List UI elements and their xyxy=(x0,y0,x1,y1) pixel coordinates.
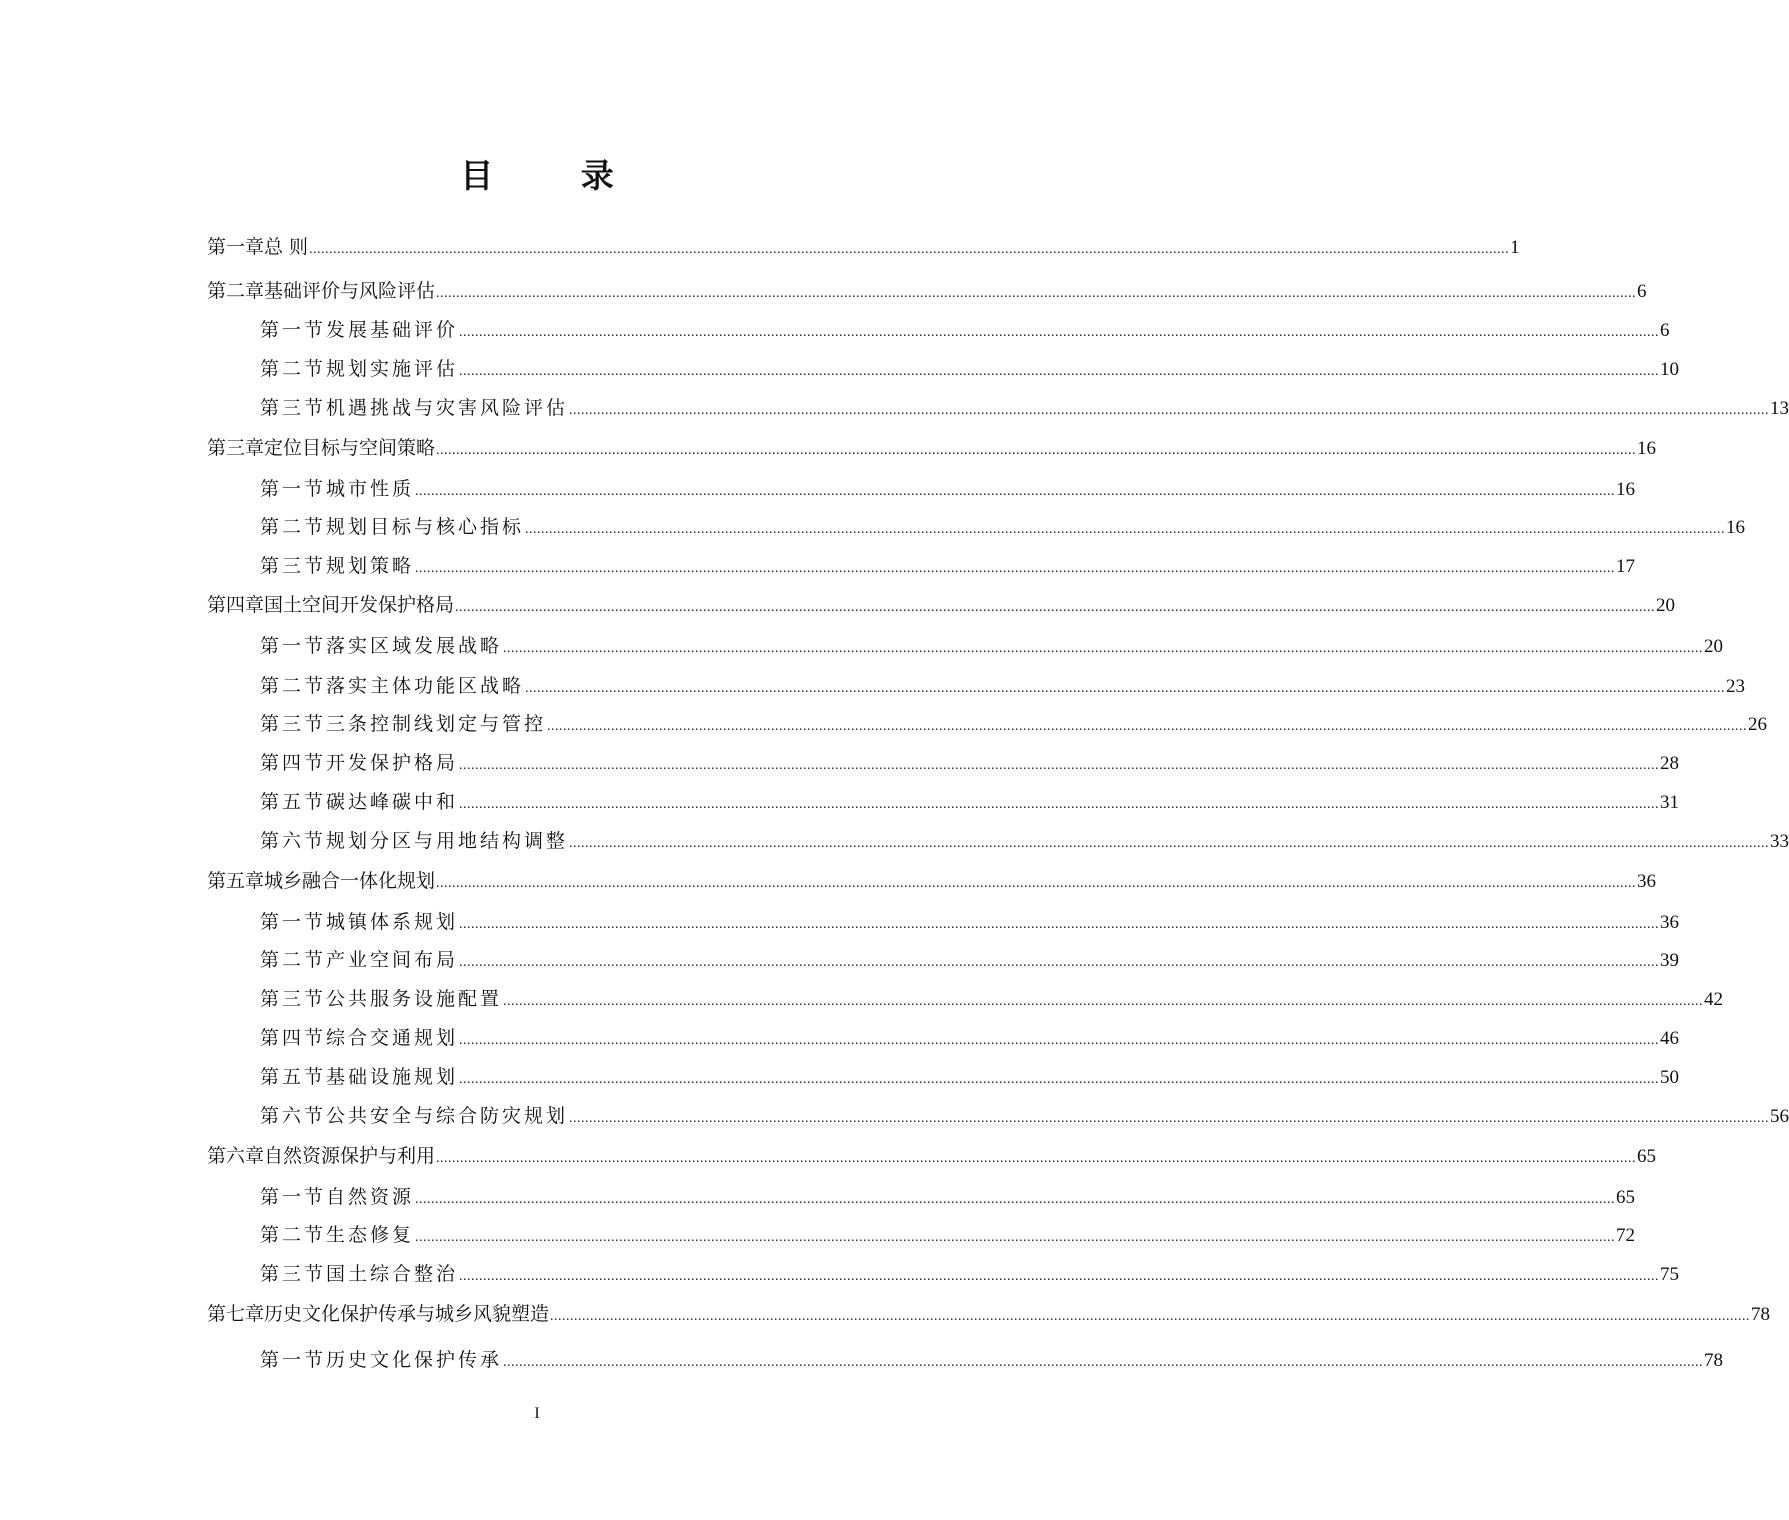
toc-leader-dots: ............................................................................................................................................................................................................................................................................................................ xyxy=(459,1072,1660,1087)
toc-entry-number: 第六章 xyxy=(207,1145,265,1167)
toc-entry-number: 第五节 xyxy=(260,1066,327,1088)
toc-entry-title: 开发保护格局 xyxy=(326,752,459,774)
toc-leader-dots: ............................................................................................................................................................................................................................................................................................................ xyxy=(415,561,1616,576)
toc-entry-title: 规划目标与核心指标 xyxy=(326,516,525,538)
toc-section-entry[interactable] xyxy=(260,1062,1680,1092)
toc-entry-page: 65 xyxy=(1637,1146,1657,1167)
toc-entry-title: 规划策略 xyxy=(326,555,415,577)
toc-section-entry[interactable] xyxy=(260,709,1768,739)
toc-entry-page: 6 xyxy=(1637,281,1647,302)
toc-leader-dots: ............................................................................................................................................................................................................................................................................................................ xyxy=(436,443,1637,458)
toc-leader-dots: ............................................................................................................................................................................................................................................................................................................ xyxy=(415,1230,1616,1245)
toc-leader-dots: ............................................................................................................................................................................................................................................................................................................ xyxy=(459,364,1660,379)
toc-entry-title: 生态修复 xyxy=(326,1224,415,1246)
toc-entry-title: 碳达峰碳中和 xyxy=(326,791,459,813)
toc-section-entry[interactable] xyxy=(260,1101,1789,1131)
toc-leader-dots: ............................................................................................................................................................................................................................................................................................................ xyxy=(415,1192,1616,1207)
toc-leader-dots: ............................................................................................................................................................................................................................................................................................................ xyxy=(459,1269,1660,1284)
toc-chapter-entry[interactable] xyxy=(207,590,1676,620)
toc-leader-dots: ............................................................................................................................................................................................................................................................................................................ xyxy=(459,758,1660,773)
toc-entry-page: 26 xyxy=(1748,714,1768,735)
toc-entry-title: 规划实施评估 xyxy=(326,358,459,380)
toc-chapter-entry[interactable] xyxy=(207,1141,1657,1171)
toc-entry-number: 第四章 xyxy=(207,594,265,616)
toc-entry-page: 23 xyxy=(1726,676,1746,697)
toc-entry-page: 36 xyxy=(1660,912,1680,933)
toc-entry-page: 6 xyxy=(1660,320,1670,341)
toc-entry-title: 三条控制线划定与管控 xyxy=(326,713,547,735)
toc-entry-page: 16 xyxy=(1616,479,1636,500)
toc-leader-dots: ............................................................................................................................................................................................................................................................................................................ xyxy=(569,1111,1770,1126)
toc-section-entry[interactable] xyxy=(260,907,1680,937)
toc-section-entry[interactable] xyxy=(260,1023,1680,1053)
toc-leader-dots: ............................................................................................................................................................................................................................................................................................................ xyxy=(459,955,1660,970)
toc-entry-title: 规划分区与用地结构调整 xyxy=(326,830,569,852)
toc-entry-number: 第一节 xyxy=(260,478,327,500)
toc-entry-title: 自然资源 xyxy=(326,1186,415,1208)
toc-section-entry[interactable] xyxy=(260,787,1680,817)
toc-entry-page: 17 xyxy=(1616,556,1636,577)
toc-section-entry[interactable] xyxy=(260,1259,1680,1289)
toc-entry-number: 第一节 xyxy=(260,1349,327,1371)
toc-section-entry[interactable] xyxy=(260,315,1670,345)
toc-leader-dots: ............................................................................................................................................................................................................................................................................................................ xyxy=(503,994,1704,1009)
toc-entry-number: 第三节 xyxy=(260,1263,327,1285)
toc-section-entry[interactable] xyxy=(260,671,1746,701)
toc-entry-number: 第一节 xyxy=(260,911,327,933)
toc-entry-title: 自然资源保护与利用 xyxy=(264,1145,436,1167)
toc-entry-number: 第三节 xyxy=(260,397,327,419)
toc-entry-number: 第七章 xyxy=(207,1303,265,1325)
toc-entry-title: 发展基础评价 xyxy=(326,319,459,341)
toc-entry-page: 78 xyxy=(1704,1350,1724,1371)
toc-entry-page: 72 xyxy=(1616,1225,1636,1246)
toc-section-entry[interactable] xyxy=(260,631,1724,661)
toc-entry-title: 产业空间布局 xyxy=(326,949,459,971)
toc-section-entry[interactable] xyxy=(260,1345,1724,1375)
toc-entry-title: 城乡融合一体化规划 xyxy=(264,870,436,892)
toc-chapter-entry[interactable] xyxy=(207,232,1520,262)
toc-entry-page: 16 xyxy=(1726,517,1746,538)
toc-leader-dots: ............................................................................................................................................................................................................................................................................................................ xyxy=(415,484,1616,499)
toc-leader-dots: ............................................................................................................................................................................................................................................................................................................ xyxy=(436,1151,1637,1166)
toc-entry-number: 第二章 xyxy=(207,280,265,302)
toc-entry-number: 第四节 xyxy=(260,1027,327,1049)
toc-leader-dots: ............................................................................................................................................................................................................................................................................................................ xyxy=(436,876,1637,891)
toc-section-entry[interactable] xyxy=(260,748,1680,778)
toc-entry-page: 10 xyxy=(1660,359,1680,380)
toc-leader-dots: ............................................................................................................................................................................................................................................................................................................ xyxy=(503,641,1704,656)
toc-chapter-entry[interactable] xyxy=(207,433,1657,463)
toc-entry-page: 42 xyxy=(1704,989,1724,1010)
toc-section-entry[interactable] xyxy=(260,1182,1636,1212)
toc-entry-page: 16 xyxy=(1637,438,1657,459)
toc-entry-number: 第一节 xyxy=(260,1186,327,1208)
toc-entry-number: 第二节 xyxy=(260,949,327,971)
toc-entry-title: 历史文化保护传承 xyxy=(326,1349,503,1371)
toc-entry-page: 36 xyxy=(1637,871,1657,892)
toc-entry-page: 78 xyxy=(1751,1304,1771,1325)
toc-leader-dots: ............................................................................................................................................................................................................................................................................................................ xyxy=(459,797,1660,812)
toc-entry-page: 31 xyxy=(1660,792,1680,813)
toc-entry-page: 39 xyxy=(1660,950,1680,971)
toc-chapter-entry[interactable] xyxy=(207,276,1647,306)
toc-section-entry[interactable] xyxy=(260,826,1789,856)
toc-entry-title: 落实区域发展战略 xyxy=(326,635,503,657)
toc-entry-page: 75 xyxy=(1660,1264,1680,1285)
toc-entry-number: 第五节 xyxy=(260,791,327,813)
toc-leader-dots: ............................................................................................................................................................................................................................................................................................................ xyxy=(459,917,1660,932)
toc-section-entry[interactable] xyxy=(260,354,1680,384)
toc-section-entry[interactable] xyxy=(260,984,1724,1014)
toc-leader-dots: ............................................................................................................................................................................................................................................................................................................ xyxy=(569,836,1770,851)
toc-leader-dots: ............................................................................................................................................................................................................................................................................................................ xyxy=(525,681,1726,696)
toc-entry-number: 第三节 xyxy=(260,713,327,735)
toc-entry-number: 第三节 xyxy=(260,555,327,577)
toc-entry-title: 公共安全与综合防灾规划 xyxy=(326,1105,569,1127)
toc-entry-number: 第一节 xyxy=(260,319,327,341)
toc-entry-page: 13 xyxy=(1770,398,1789,419)
toc-entry-page: 46 xyxy=(1660,1028,1680,1049)
toc-entry-number: 第五章 xyxy=(207,870,265,892)
toc-leader-dots: ............................................................................................................................................................................................................................................................................................................ xyxy=(503,1355,1704,1370)
toc-entry-title: 城市性质 xyxy=(326,478,415,500)
toc-entry-title: 机遇挑战与灾害风险评估 xyxy=(326,397,569,419)
toc-section-entry[interactable] xyxy=(260,512,1746,542)
toc-entry-number: 第二节 xyxy=(260,1224,327,1246)
toc-entry-title: 历史文化保护传承与城乡风貌塑造 xyxy=(264,1303,550,1325)
toc-entry-page: 56 xyxy=(1770,1106,1789,1127)
toc-section-entry[interactable] xyxy=(260,551,1636,581)
toc-entry-number: 第四节 xyxy=(260,752,327,774)
toc-chapter-entry[interactable] xyxy=(207,1299,1771,1329)
toc-entry-page: 28 xyxy=(1660,753,1680,774)
toc-leader-dots: ............................................................................................................................................................................................................................................................................................................ xyxy=(459,325,1660,340)
toc-entry-title: 公共服务设施配置 xyxy=(326,988,503,1010)
toc-entry-number: 第一章 xyxy=(207,236,265,258)
toc-leader-dots: ............................................................................................................................................................................................................................................................................................................ xyxy=(455,600,1656,615)
toc-entry-page: 33 xyxy=(1770,831,1789,852)
toc-leader-dots: ............................................................................................................................................................................................................................................................................................................ xyxy=(436,286,1637,301)
toc-entry-number: 第三章 xyxy=(207,437,265,459)
toc-entry-page: 1 xyxy=(1510,237,1520,258)
toc-section-entry[interactable] xyxy=(260,1220,1636,1250)
toc-entry-page: 50 xyxy=(1660,1067,1680,1088)
toc-leader-dots: ............................................................................................................................................................................................................................................................................................................ xyxy=(547,719,1748,734)
toc-leader-dots: ............................................................................................................................................................................................................................................................................................................ xyxy=(550,1309,1751,1324)
toc-entry-number: 第六节 xyxy=(260,1105,327,1127)
toc-entry-title: 总 则 xyxy=(264,236,309,258)
toc-entry-title: 国土空间开发保护格局 xyxy=(264,594,455,616)
toc-entry-page: 20 xyxy=(1704,636,1724,657)
toc-entry-page: 20 xyxy=(1656,595,1676,616)
toc-chapter-entry[interactable] xyxy=(207,866,1657,896)
toc-entry-number: 第二节 xyxy=(260,675,327,697)
toc-entry-title: 综合交通规划 xyxy=(326,1027,459,1049)
toc-section-entry[interactable] xyxy=(260,474,1636,504)
toc-section-entry[interactable] xyxy=(260,945,1680,975)
toc-entry-title: 城镇体系规划 xyxy=(326,911,459,933)
toc-entry-number: 第一节 xyxy=(260,635,327,657)
toc-entry-title: 定位目标与空间策略 xyxy=(264,437,436,459)
toc-leader-dots: ............................................................................................................................................................................................................................................................................................................ xyxy=(525,522,1726,537)
toc-entry-title: 基础评价与风险评估 xyxy=(264,280,436,302)
toc-entry-number: 第二节 xyxy=(260,516,327,538)
toc-entry-title: 落实主体功能区战略 xyxy=(326,675,525,697)
page-title: 目 录 xyxy=(460,156,652,195)
toc-entry-number: 第三节 xyxy=(260,988,327,1010)
toc-entry-number: 第二节 xyxy=(260,358,327,380)
toc-leader-dots: ............................................................................................................................................................................................................................................................................................................ xyxy=(459,1033,1660,1048)
toc-leader-dots: ............................................................................................................................................................................................................................................................................................................ xyxy=(569,403,1770,418)
toc-entry-page: 65 xyxy=(1616,1187,1636,1208)
toc-entry-title: 国土综合整治 xyxy=(326,1263,459,1285)
toc-leader-dots: ............................................................................................................................................................................................................................................................................................................ xyxy=(309,242,1510,257)
toc-entry-number: 第六节 xyxy=(260,830,327,852)
toc-entry-title: 基础设施规划 xyxy=(326,1066,459,1088)
page-number: I xyxy=(534,1405,540,1422)
toc-section-entry[interactable] xyxy=(260,393,1789,423)
